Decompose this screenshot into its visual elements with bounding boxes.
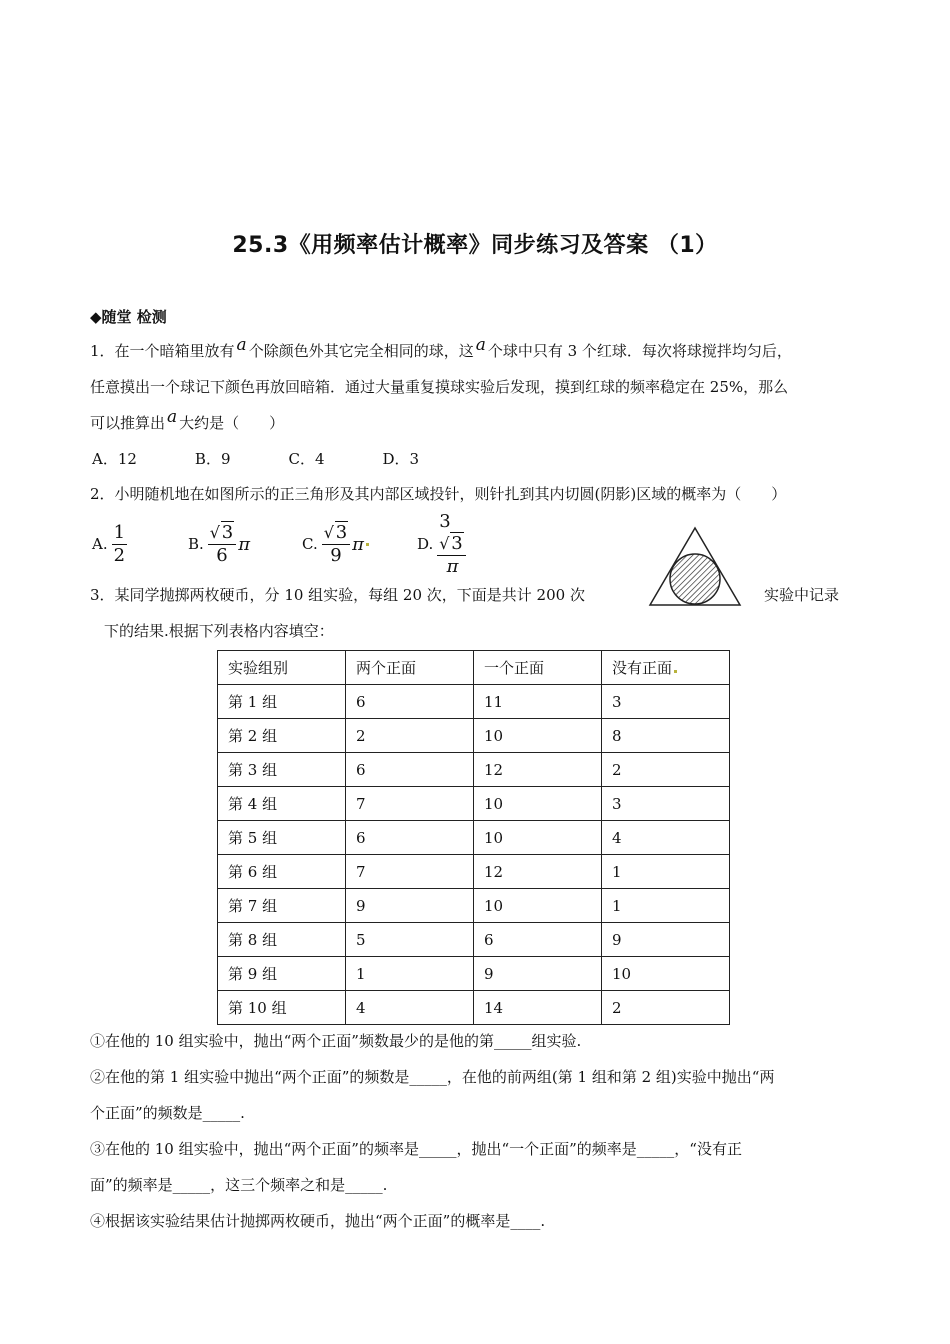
triangle-incircle-figure [648,526,742,608]
table-cell: 7 [346,855,474,889]
radicand: 3 [335,521,348,543]
table-cell: 第 4 组 [218,787,346,821]
table-cell: 4 [346,991,474,1025]
radicand: 3 [221,521,234,543]
pi-symbol: π [352,533,365,555]
q3-subquestion-1: ①在他的 10 组实验中，抛出“两个正面”频数最少的是他的第_____组实验. [90,1032,582,1050]
shaded-incircle [670,554,720,604]
table-cell: 第 1 组 [218,685,346,719]
table-cell: 第 7 组 [218,889,346,923]
table-header-cell: 实验组别 [218,651,346,685]
q1-option-d: D．3 [382,450,420,468]
q1-text: 大约是（ ） [179,414,285,432]
sqrt-sign: √ [323,522,334,542]
table-cell: 1 [602,855,730,889]
q3-subquestion-2-cont: 个正面”的频数是_____. [90,1104,245,1122]
q1-line-3 [90,407,285,434]
table-cell: 12 [474,753,602,787]
table-cell: 6 [346,821,474,855]
option-label: A. [92,535,108,553]
q3-line-1: 3．某同学抛掷两枚硬币，分 10 组实验，每组 20 次，下面是共计 200 次 [90,586,585,604]
table-row [218,957,730,991]
table-cell: 7 [346,787,474,821]
table-cell: 14 [474,991,602,1025]
q3-subquestion-3: ③在他的 10 组实验中，抛出“两个正面”的频率是_____，抛出“一个正面”的频率是_____，“没有正 [90,1140,742,1158]
q1-option-b: B．9 [194,450,231,468]
q2-option-b [188,514,250,574]
fraction [437,511,465,578]
q2-option-d [417,510,466,577]
table-header-cell: 两个正面 [346,651,474,685]
table-cell: 12 [474,855,602,889]
table-cell: 9 [346,889,474,923]
table-cell: 6 [346,753,474,787]
table-row [218,991,730,1025]
stray-mark [366,543,369,546]
table-cell: 10 [474,787,602,821]
q2-text: 2．小明随机地在如图所示的正三角形及其内部区域投针，则针扎到其内切圆(阴影)区域的概率为（ ） [90,485,787,503]
table-cell: 2 [346,719,474,753]
q3-subquestion-3-cont: 面”的频率是_____，这三个频率之和是_____. [90,1176,388,1194]
table-cell: 第 2 组 [218,719,346,753]
variable-a: a [475,335,486,355]
denominator: 6 [216,544,228,566]
table-cell: 4 [602,821,730,855]
q1-option-c: C．4 [288,450,325,468]
table-row [218,855,730,889]
variable-a: a [167,407,178,427]
radicand: 3 [451,532,463,554]
table-header-cell: 没有正面 [602,651,730,685]
q3-subquestion-4: ④根据该实验结果估计抛掷两枚硬币，抛出“两个正面”的概率是____. [90,1212,546,1230]
q3-subquestion-2: ②在他的第 1 组实验中抛出“两个正面”的频数是_____，在他的前两组(第 1 组和第 2 组)实验中抛出“两 [90,1068,775,1086]
sqrt-sign: √ [209,522,220,542]
table-cell: 2 [602,753,730,787]
fraction [208,522,236,567]
table-cell: 5 [346,923,474,957]
table-row [218,787,730,821]
numerator: 1 [113,521,126,543]
table-header-cell: 一个正面 [474,651,602,685]
table-cell: 1 [602,889,730,923]
table-cell: 第 6 组 [218,855,346,889]
table-cell: 9 [474,957,602,991]
table-cell: 第 5 组 [218,821,346,855]
table-cell: 第 8 组 [218,923,346,957]
fraction [322,522,350,567]
coefficient: 3 [439,510,451,532]
table-cell: 第 9 组 [218,957,346,991]
numerator [208,522,236,545]
section-heading: ◆随堂 检测 [90,308,167,326]
table-cell: 8 [602,719,730,753]
option-label: C. [302,535,318,553]
table-cell: 10 [474,889,602,923]
table-cell: 10 [602,957,730,991]
table-cell: 3 [602,787,730,821]
table-cell: 6 [474,923,602,957]
table-cell: 3 [602,685,730,719]
q1-text: 1．在一个暗箱里放有 [90,342,235,360]
sqrt-sign: √ [439,533,450,553]
q1-text: 个球中只有 3 个红球．每次将球搅拌均匀后， [487,342,792,360]
table-cell: 1 [346,957,474,991]
table-cell: 10 [474,821,602,855]
table-cell: 10 [474,719,602,753]
table-cell: 第 10 组 [218,991,346,1025]
option-label: B. [188,535,204,553]
q1-options [92,448,477,469]
table-row [218,923,730,957]
table-row [218,719,730,753]
table-row [218,821,730,855]
q3-line-1-right: 实验中记录 [764,586,840,604]
table-row [218,889,730,923]
denominator: 9 [330,544,342,566]
option-label: D. [417,535,434,553]
table-cell: 第 3 组 [218,753,346,787]
numerator [322,522,350,545]
table-row [218,685,730,719]
table-cell: 6 [346,685,474,719]
variable-a: a [236,335,247,355]
page-title: 25.3《用频率估计概率》同步练习及答案 （1） [232,233,718,258]
q1-line-2: 任意摸出一个球记下颜色再放回暗箱．通过大量重复摸球实验后发现，摸到红球的频率稳定在 25%，那么 [90,378,789,396]
table-row [218,753,730,787]
numerator [437,511,465,556]
denominator: 2 [113,544,126,566]
table-header-row [218,651,730,685]
q1-option-a: A．12 [92,450,137,468]
q2-option-c [302,514,369,574]
q2-option-a [92,514,127,574]
q3-line-2: 下的结果.根据下列表格内容填空： [104,622,334,640]
q1-text: 可以推算出 [90,414,166,432]
table-cell: 2 [602,991,730,1025]
q1-line-1 [90,335,792,362]
stray-mark [674,670,677,673]
table-cell: 11 [474,685,602,719]
pi-symbol: π [238,533,251,555]
table-cell: 9 [602,923,730,957]
denominator-pi: π [446,555,459,577]
q1-text: 个除颜色外其它完全相同的球，这 [248,342,474,360]
fraction [112,522,127,567]
results-table [217,650,730,1025]
